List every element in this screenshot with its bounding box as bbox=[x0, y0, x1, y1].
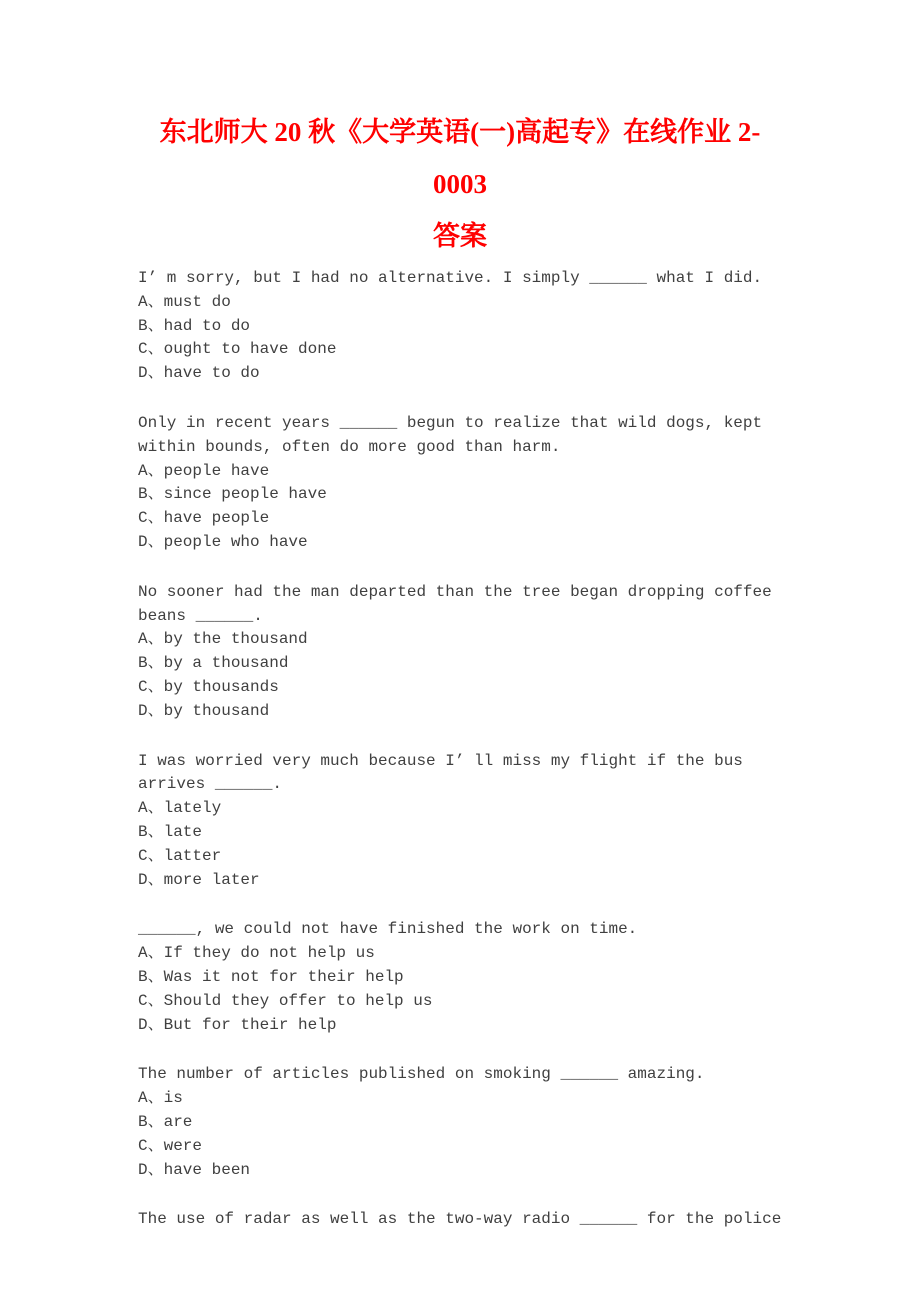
question-block-7 bbox=[138, 1208, 782, 1232]
option-b: B、are bbox=[138, 1112, 193, 1131]
option-b: B、Was it not for their help bbox=[138, 967, 404, 986]
option-a: A、lately bbox=[138, 799, 222, 818]
option-a: A、is bbox=[138, 1089, 183, 1108]
option-c: C、were bbox=[138, 1136, 203, 1155]
question-stem: The number of articles published on smoking ______ amazing. bbox=[138, 1065, 705, 1084]
question-stem: I’ m sorry, but I had no alternative. I simply ______ what I did. bbox=[138, 269, 763, 287]
option-c: C、by thousands bbox=[138, 677, 279, 696]
question-block-5 bbox=[138, 918, 782, 1037]
option-c: C、ought to have done bbox=[138, 340, 337, 359]
option-a: A、by the thousand bbox=[138, 630, 308, 649]
document-title bbox=[138, 106, 782, 262]
question-list bbox=[138, 267, 782, 1232]
option-d: D、by thousand bbox=[138, 701, 270, 720]
question-stem: No sooner had the man departed than the tree began dropping coffee beans ______. bbox=[138, 582, 782, 625]
option-b: B、late bbox=[138, 822, 203, 841]
question-block-4 bbox=[138, 750, 782, 893]
document-title-line2: 答案 bbox=[433, 221, 487, 251]
option-d: D、people who have bbox=[138, 532, 308, 551]
option-d: D、But for their help bbox=[138, 1015, 337, 1034]
option-b: B、since people have bbox=[138, 485, 327, 504]
option-c: C、have people bbox=[138, 509, 270, 528]
question-stem: Only in recent years ______ begun to realize that wild dogs, kept within bounds, often do more good than harm. bbox=[138, 413, 772, 456]
option-d: D、more later bbox=[138, 870, 260, 889]
option-d: D、have to do bbox=[138, 364, 260, 383]
option-b: B、had to do bbox=[138, 316, 251, 335]
option-a: A、must do bbox=[138, 292, 231, 311]
question-block-2 bbox=[138, 412, 782, 555]
question-block-3 bbox=[138, 581, 782, 724]
document-title-line1: 东北师大 20 秋《大学英语(一)高起专》在线作业 2-0003 bbox=[159, 117, 761, 199]
question-stem: I was worried very much because I’ ll miss my flight if the bus arrives ______. bbox=[138, 751, 753, 794]
option-d: D、have been bbox=[138, 1160, 251, 1179]
question-stem: ______, we could not have finished the work on time. bbox=[138, 920, 638, 939]
question-block-6 bbox=[138, 1063, 782, 1182]
option-a: A、If they do not help us bbox=[138, 944, 375, 963]
option-c: C、Should they offer to help us bbox=[138, 991, 433, 1010]
option-c: C、latter bbox=[138, 846, 222, 865]
option-b: B、by a thousand bbox=[138, 654, 289, 673]
option-a: A、people have bbox=[138, 461, 270, 480]
question-stem: The use of radar as well as the two-way radio ______ for the police bbox=[138, 1210, 782, 1229]
question-block-1 bbox=[138, 267, 782, 386]
